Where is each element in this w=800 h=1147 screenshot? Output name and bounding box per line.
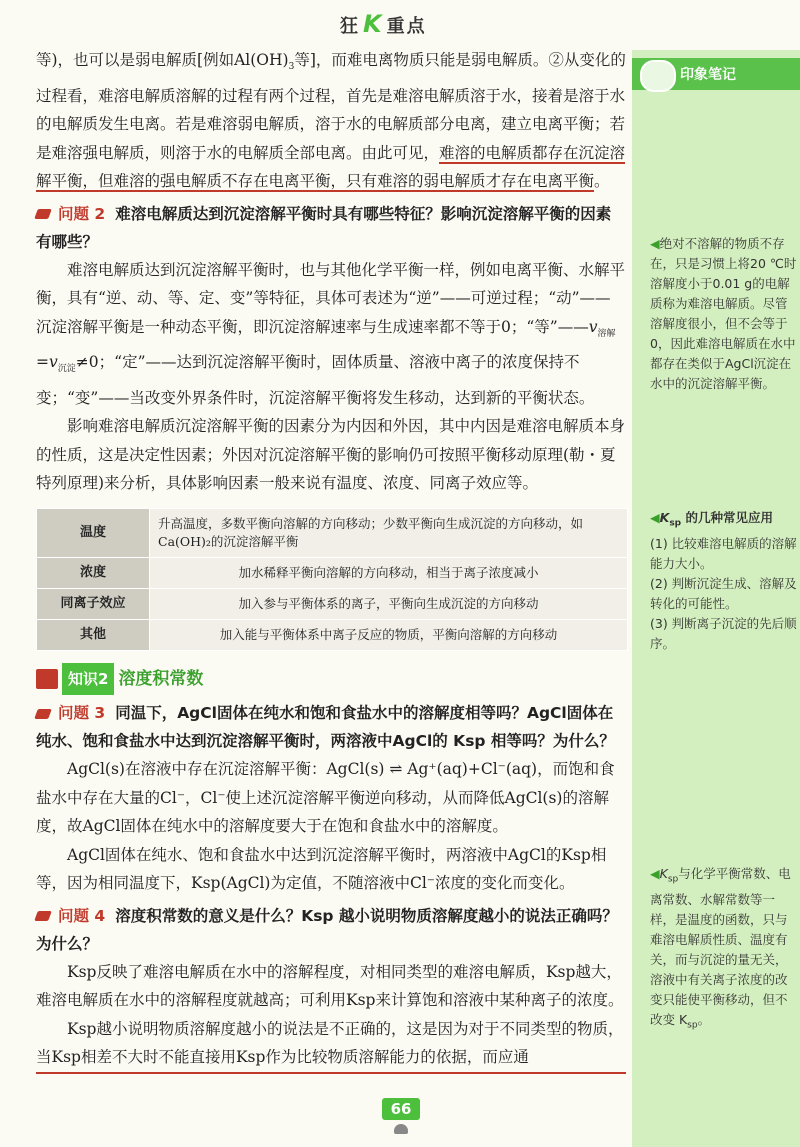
question-2-text: 难溶电解质达到沉淀溶解平衡时具有哪些特征？影响沉淀溶解平衡的因素有哪些？: [36, 204, 612, 251]
pencil-icon: [34, 209, 52, 219]
section-tag: 知识2: [62, 663, 114, 696]
paragraph-2: 难溶电解质达到沉淀溶解平衡时，也与其他化学平衡一样，例如电离平衡、水解平衡，具有“逆、动、等、定、变”等特征，具体可表述为“逆”——可逆过程；“动”——沉淀溶解平衡是一种动态平衡，即沉淀溶解速率与生成速率都不等于0；“等$”——v_{溶解}=v_{沉淀}\ne 0$；“定”——达到沉淀溶解平衡时，固体质量、溶液中离子的浓度保持不变；“变”——当改变外界条件时，沉淀溶解平衡将发生移动，达到新的平衡状态。: [36, 260, 626, 407]
section-heading: [36, 663, 626, 696]
table-effect: 加入参与平衡体系的离子，平衡向生成沉淀的方向移动: [150, 588, 628, 619]
p2-text-a: 难溶电解质达到沉淀溶解平衡时，也与其他化学平衡一样，例如电离平衡、水解平衡，具有“逆、动、等、定、变”等特征，具体可表述为“逆”——可逆过程；“动”——沉淀溶解平衡是一种动态平衡，即沉淀溶解速率与生成速率都不等于0；“等”——: [36, 260, 626, 336]
table-row: [37, 619, 628, 650]
paragraph-4: AgCl(s)在溶液中存在沉淀溶解平衡：AgCl(s) ⇌ Ag⁺(aq)+Cl⁻(aq)，而饱和食盐水中存在大量的Cl⁻，Cl⁻使上述沉淀溶解平衡逆向移动，从而降低AgCl(s)的溶解度，故AgCl固体在纯水中的溶解度要大于在饱和食盐水中的溶解度。: [36, 760, 615, 836]
pencil-icon: [34, 709, 52, 719]
section-title: 溶度积常数: [118, 668, 204, 689]
question-2: [36, 200, 626, 256]
elephant-icon: [640, 60, 676, 92]
table-factor: 温度: [37, 508, 150, 557]
side-note-3: $◀K_{sp}$与化学平衡常数、电离常数、水解常数等一样，是温度的函数，只与难溶电解质性质、温度有关，而与沉淀的量无关，溶液中有关离子浓度的改变只能使平衡移动，但不改变 $K_{sp}$。: [650, 866, 791, 1030]
paragraph-6: Ksp反映了难溶电解质在水中的溶解程度，对相同类型的难溶电解质，Ksp越大，难溶电解质在水中的溶解程度就越高；可利用Ksp来计算饱和溶液中某种离子的浓度。: [36, 962, 624, 1010]
sidebar-title: 印象笔记: [680, 67, 736, 83]
question-4-label: 问题 4: [58, 906, 106, 925]
table-effect: 加入能与平衡体系中离子反应的物质，平衡向溶解的方向移动: [150, 619, 628, 650]
question-2-label: 问题 2: [58, 204, 106, 223]
page-number: 66: [382, 1098, 420, 1120]
side-note-2-title: [650, 508, 798, 534]
sidebar-header: [632, 58, 800, 90]
question-3-text: 同温下，AgCl固体在纯水和饱和食盐水中的溶解度相等吗？AgCl固体在纯水、饱和食盐水中达到沉淀溶解平衡时，两溶液中AgCl的 Ksp 相等吗？为什么？: [36, 704, 615, 751]
paragraph-1: 等)，也可以是弱电解质[例如$Al(OH)_3$等]，而难电离物质只能是弱电解质。②从变化的过程看，难溶电解质溶解的过程有两个过程，首先是难溶电解质溶于水，接着是溶于水的电解质发生电离。若是难溶弱电解质，溶于水的电解质部分电离，建立电离平衡；若是难溶强电解质，则溶于水的电解质全部电离。由此可见，难溶的电解质都存在沉淀溶解平衡，但难溶的强电解质不存在电离平衡，只有难溶的弱电解质才存在电离平衡。: [36, 51, 626, 191]
paragraph-5: AgCl固体在纯水、饱和食盐水中达到沉淀溶解平衡时，两溶液中AgCl的Ksp相等，因为相同温度下，Ksp(AgCl)为定值，不随溶液中Cl⁻浓度的变化而变化。: [36, 845, 607, 893]
table-effect: 升高温度，多数平衡向溶解的方向移动；少数平衡向生成沉淀的方向移动，如Ca(OH)₂的沉淀溶解平衡: [150, 508, 628, 557]
p1-underlined: 难溶的电解质都存在沉淀溶解平衡，但难溶的强电解质不存在电离平衡，只有难溶的弱电解质才存在电离平衡: [36, 143, 626, 191]
side-note-2-item: (2) 判断沉淀生成、溶解及转化的可能性。: [650, 575, 797, 611]
pencil-icon: [34, 911, 52, 921]
factor-table: [36, 508, 628, 651]
question-4: [36, 902, 626, 958]
side-note-3-text: 与化学平衡常数、电离常数、水解常数等一样，是温度的函数，只与难溶电解质性质、温度有关，而与沉淀的量无关，溶液中有关离子浓度的改变只能使平衡移动，但不改变 K: [650, 866, 791, 1027]
p1-text-a: 等)，也可以是弱电解质[例如Al(OH): [36, 51, 289, 69]
side-note-3-tail: 。: [697, 1011, 711, 1027]
p2-text-b: ；“定”——达到沉淀溶解平衡时，固体质量、溶液中离子的浓度保持不变；“变”——当改变外界条件时，沉淀溶解平衡将发生移动，达到新的平衡状态。: [36, 353, 595, 407]
side-note-2-title-rest: 的几种常见应用: [681, 510, 773, 525]
side-note-2-item: (3) 判断离子沉淀的先后顺序。: [650, 615, 797, 651]
header-title: [340, 10, 427, 38]
side-note-2: [650, 508, 798, 654]
arrow-icon: ◀: [650, 866, 660, 881]
side-note-2-item: (1) 比较难溶电解质的溶解能力大小。: [650, 535, 797, 571]
ksp-k: K: [659, 510, 670, 525]
table-factor: 同离子效应: [37, 588, 150, 619]
header-k-logo: K: [363, 10, 384, 38]
table-effect: 加水稀释平衡向溶解的方向移动，相当于离子浓度减小: [150, 557, 628, 588]
header-post: 重点: [386, 16, 427, 37]
book-icon: [36, 669, 58, 689]
arrow-icon: ◀: [650, 236, 660, 251]
paragraph-7: Ksp越小说明物质溶解度越小的说法是不正确的，这是因为对于不同类型的物质，当Ksp相差不大时不能直接用Ksp作为比较物质溶解能力的依据，而应通: [36, 1015, 626, 1074]
table-factor: 其他: [37, 619, 150, 650]
paragraph-3: 影响难溶电解质沉淀溶解平衡的因素分为内因和外因，其中内因是难溶电解质本身的性质，这是决定性因素；外因对沉淀溶解平衡的影响仍可按照平衡移动原理(勒・夏特列原理)来分析，具体影响因素一般来说有温度、浓度、同离子效应等。: [36, 417, 626, 493]
p1-text-b: 等]，而难电离物质只能是弱电解质。②从变化的过程看，难溶电解质溶解的过程有两个过程，首先是难溶电解质溶于水，接着是溶于水的电解质发生电离。若是难溶弱电解质，溶于水的电解质部分电离，建立电离平衡；若是难溶强电解质，则溶于水的电解质全部电离。由此可见，: [36, 51, 626, 162]
table-row: [37, 588, 628, 619]
question-4-text: 溶度积常数的意义是什么？Ksp 越小说明物质溶解度越小的说法正确吗？为什么？: [36, 906, 618, 953]
ksp-sub: sp: [669, 518, 682, 529]
table-row: [37, 557, 628, 588]
p1-text-d: 。: [594, 172, 610, 191]
question-3: [36, 699, 626, 755]
question-3-label: 问题 3: [58, 704, 106, 723]
side-note-1: [650, 234, 798, 394]
side-note-1-text: 绝对不溶解的物质不存在，只是习惯上将20 ℃时溶解度小于0.01 g的电解质称为难溶电解质。尽管溶解度很小，但不会等于0，因此难溶电解质在水中都存在类似于AgCl沉淀在水中的沉淀溶解平衡。: [650, 236, 797, 391]
table-factor: 浓度: [37, 557, 150, 588]
main-content: [36, 46, 626, 1074]
table-row: [37, 508, 628, 557]
bird-icon: [394, 1124, 408, 1134]
arrow-icon: ◀: [650, 510, 660, 525]
sidebar-notes: [632, 50, 800, 1147]
header-pre: 狂: [340, 16, 360, 37]
page-header: [0, 0, 800, 46]
